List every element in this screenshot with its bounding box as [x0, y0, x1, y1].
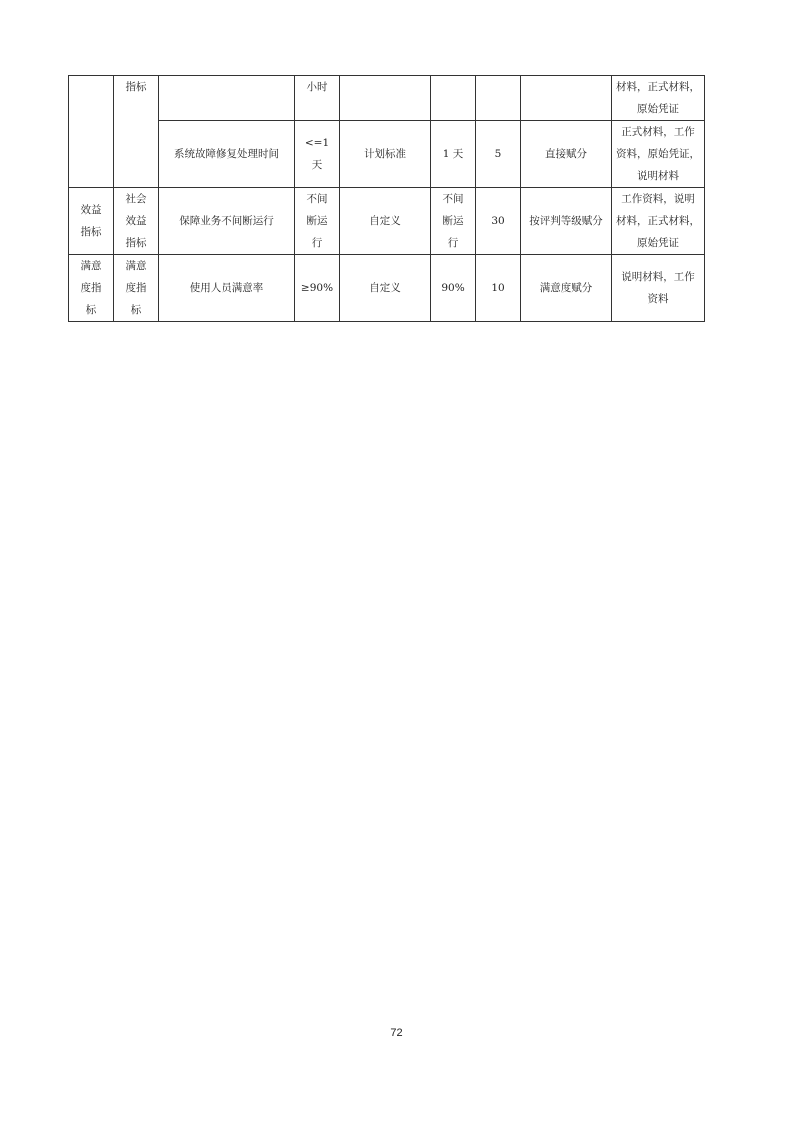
level2-indicator-cell — [114, 188, 159, 255]
value-line: 不间 — [306, 193, 328, 205]
indicator-name-cell — [159, 76, 295, 121]
evidence-line: 资料，原始凭证， — [616, 148, 700, 160]
evidence-line: 原始凭证 — [637, 237, 679, 249]
basis-cell: 自定义 — [340, 255, 431, 322]
evidence-line: 正式材料，工作 — [621, 126, 695, 138]
scoring-method-cell: 按评判等级赋分 — [521, 188, 612, 255]
indicator-name-cell: 使用人员满意率 — [159, 255, 295, 322]
score-cell: 10 — [476, 255, 521, 322]
level2-line: 标 — [130, 304, 142, 316]
evidence-source-cell — [612, 121, 705, 188]
plan-line: 不间 — [442, 193, 464, 205]
basis-cell: 自定义 — [340, 188, 431, 255]
score-cell: 30 — [476, 188, 521, 255]
plan-line: 断运 — [442, 215, 464, 227]
scoring-method-cell — [521, 76, 612, 121]
evidence-source-cell — [612, 255, 705, 322]
level2-line: 指标 — [125, 237, 147, 249]
table-row — [69, 76, 705, 121]
evidence-source-cell — [612, 188, 705, 255]
basis-cell — [340, 76, 431, 121]
indicator-name-cell: 系统故障修复处理时间 — [159, 121, 295, 188]
plan-value-cell: 90% — [431, 255, 476, 322]
indicator-value-cell — [295, 188, 340, 255]
evidence-line: 资料 — [647, 293, 669, 305]
score-cell: 5 — [476, 121, 521, 188]
level2-line: 社会 — [125, 193, 147, 205]
indicator-name-cell: 保障业务不间断运行 — [159, 188, 295, 255]
evidence-line: 工作资料，说明 — [621, 193, 695, 205]
indicator-value-cell: ≥90% — [295, 255, 340, 322]
level1-indicator-cell — [69, 255, 114, 322]
level1-line: 度指 — [80, 282, 102, 294]
score-cell — [476, 76, 521, 121]
indicator-value-cell: 小时 — [295, 76, 340, 121]
level1-line: 标 — [85, 304, 97, 316]
evidence-source-cell — [612, 76, 705, 121]
plan-value-cell — [431, 76, 476, 121]
basis-cell: 计划标准 — [340, 121, 431, 188]
level1-indicator-cell — [69, 76, 114, 188]
level1-line: 效益 — [80, 204, 102, 216]
indicator-value-cell — [295, 121, 340, 188]
level2-indicator-cell — [114, 255, 159, 322]
plan-line: 行 — [447, 237, 459, 249]
value-line: <=1 — [304, 137, 330, 149]
scoring-method-cell: 满意度赋分 — [521, 255, 612, 322]
level2-indicator-cell: 指标 — [114, 76, 159, 188]
table-row — [69, 255, 705, 322]
scoring-method-cell: 直接赋分 — [521, 121, 612, 188]
level1-line: 指标 — [80, 226, 102, 238]
performance-indicator-table — [68, 75, 705, 322]
value-line: 行 — [311, 237, 323, 249]
level2-line: 度指 — [125, 282, 147, 294]
level2-line: 满意 — [125, 260, 147, 272]
value-line: 天 — [311, 159, 323, 171]
evidence-line: 说明材料，工作 — [621, 271, 695, 283]
page-number: 72 — [390, 1027, 403, 1039]
value-line: 断运 — [306, 215, 328, 227]
evidence-line: 原始凭证 — [637, 103, 679, 115]
table-row — [69, 188, 705, 255]
level1-indicator-cell — [69, 188, 114, 255]
level1-line: 满意 — [80, 260, 102, 272]
evidence-line: 说明材料 — [637, 170, 679, 182]
level2-line: 效益 — [125, 215, 147, 227]
plan-value-cell — [431, 188, 476, 255]
evidence-line: 材料，正式材料， — [616, 215, 700, 227]
evidence-line: 材料，正式材料， — [616, 81, 700, 93]
table-row — [69, 121, 705, 188]
plan-value-cell: 1 天 — [431, 121, 476, 188]
